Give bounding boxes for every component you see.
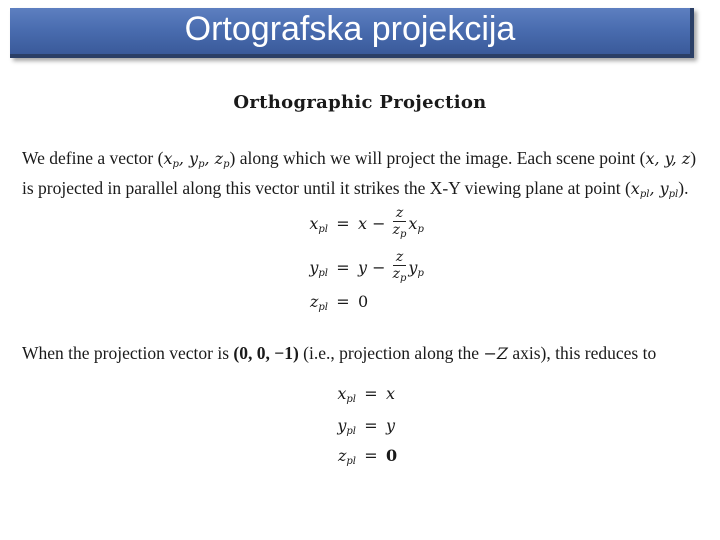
viewing-point: $x_{pl}$, $y_{pl}$ [630, 179, 679, 200]
equation-reduced-ypl: $y_{pl} = y$ [337, 416, 396, 437]
paragraph-line-2: is projected in parallel along this vector until it strikes the X-Y viewing plane at point ($x_{pl}$, $y_{pl}$). [22, 178, 689, 200]
equation-reduced-xpl: $x_{pl} = x$ [337, 384, 396, 405]
equation-reduced-zpl: $z_{pl} = 0$ [337, 446, 398, 467]
axis-label: −Z [483, 344, 508, 363]
projection-vector: (0, 0, −1) [233, 343, 299, 363]
equation-ypl: $y_{pl} = y$ − $\frac{z}{z_p}$ $y_p$ [309, 249, 424, 284]
paragraph-line-1: We define a vector ($x_p$, $y_p$, $z_p$) along which we will project the image. Each scene point (x, y, z) [22, 148, 697, 170]
paragraph-line-3: When the projection vector is (0, 0, −1) (i.e., projection along the −Z axis), this reduces to [22, 343, 657, 363]
section-heading: Orthographic Projection [233, 92, 487, 113]
scene-point: x, y, z [645, 149, 691, 168]
slide-title: Ortografska projekcija [184, 10, 516, 48]
equation-xpl: $x_{pl} = x$ − $\frac{z}{z_p}$ $x_p$ [309, 205, 424, 240]
vector-xp-yp-zp: $x_p$, $y_p$, $z_p$ [163, 149, 230, 170]
equation-zpl: $z_{pl} = 0$ [309, 292, 369, 313]
